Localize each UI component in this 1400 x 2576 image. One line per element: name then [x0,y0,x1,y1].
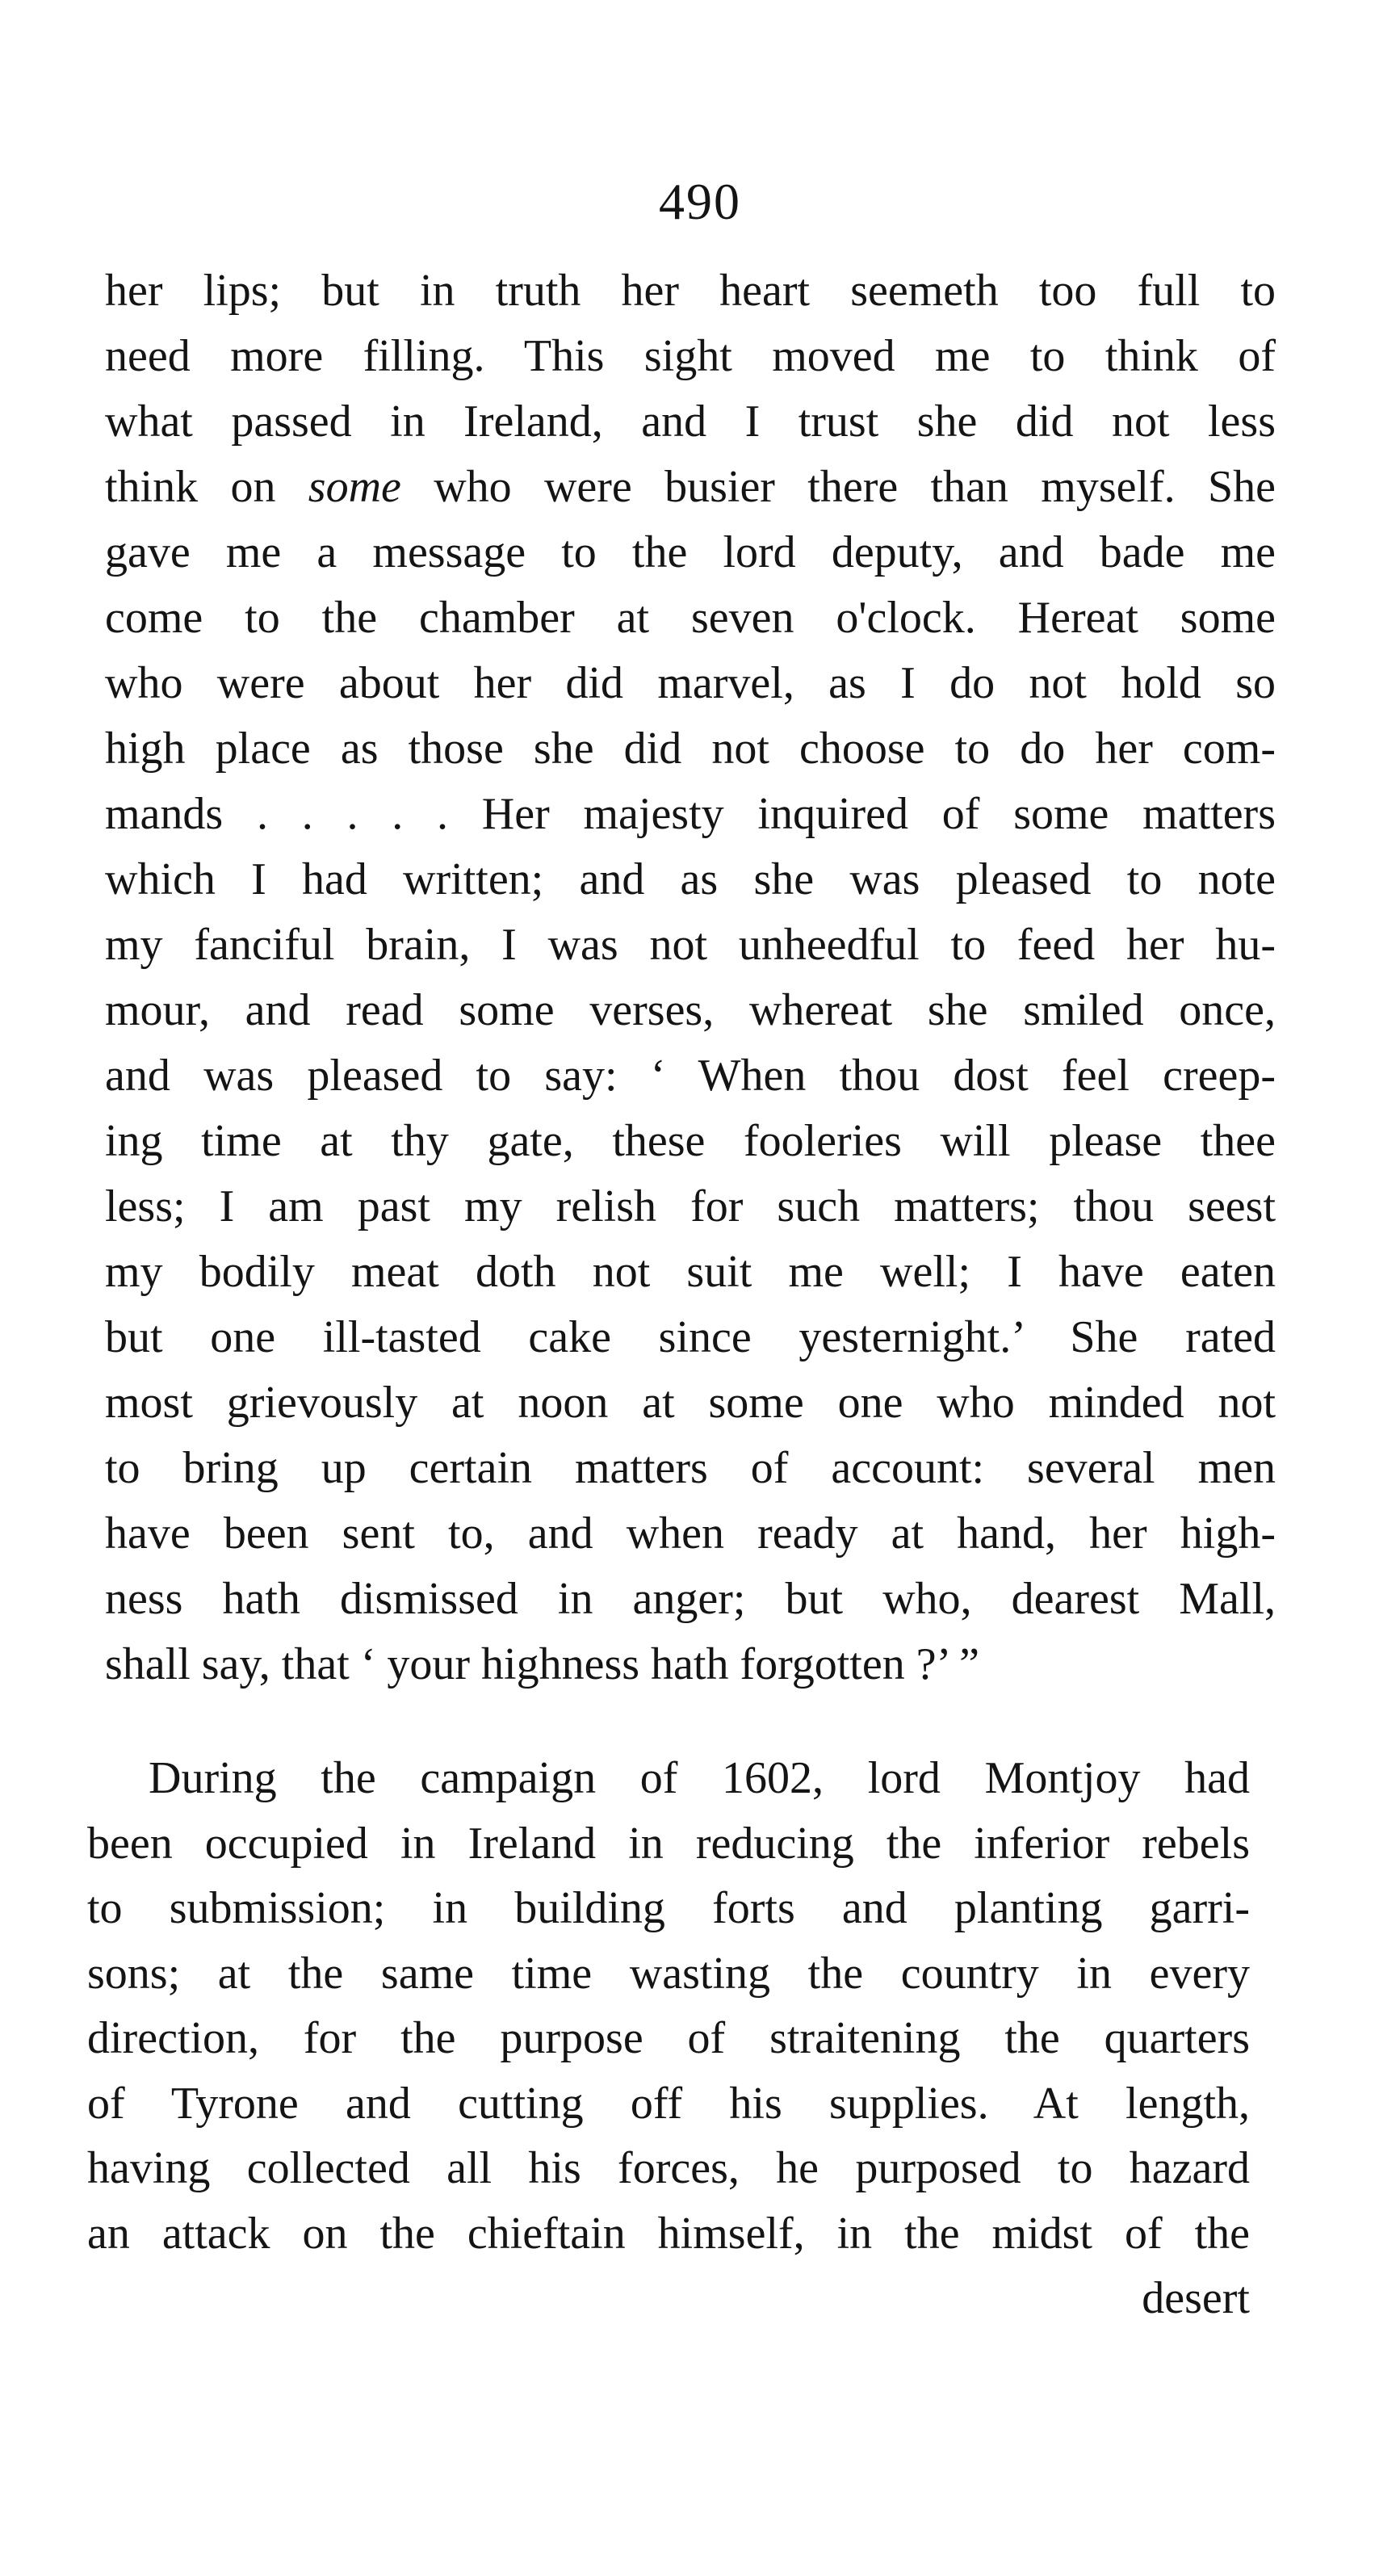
text-line: who were about her did marvel, as I do not hold so [105,658,1276,708]
text-line: high place as those she did not choose to do her com- [105,724,1276,774]
text-line: her lips; but in truth her heart seemeth too full to [105,266,1276,316]
text-line: mands . . . . . Her majesty inquired of some matters [105,789,1276,839]
text-line: what passed in Ireland, and I trust she did not less [105,396,1276,447]
paragraph-narrative [87,1746,1250,2331]
text-line: sons; at the same time wasting the country in every [87,1948,1250,1999]
text-line [105,455,1276,520]
text-line: ness hath dismissed in anger; but who, dearest Mall, [105,1574,1276,1624]
text-line: my fanciful brain, I was not unheedful to feed her hu- [105,920,1276,970]
text-line: most grievously at noon at some one who minded not [105,1378,1276,1428]
page-number: 490 [659,173,741,230]
text-line: been occupied in Ireland in reducing the inferior rebels [87,1818,1250,1869]
text-line: mour, and read some verses, whereat she smiled once, [105,985,1276,1035]
text-line: less; I am past my relish for such matters; thou seest [105,1181,1276,1231]
text-line: to submission; in building forts and planting garri- [87,1883,1250,1933]
text-segment: who were busier there than myself. She [400,462,1276,512]
text-line: have been sent to, and when ready at hand, her high- [105,1508,1276,1559]
paragraph-letter-quote [105,258,1276,1697]
text-line: direction, for the purpose of straitening the quarters [87,2013,1250,2063]
text-line: and was pleased to say: ‘ When thou dost feel creep- [105,1051,1276,1101]
text-line: shall say, that ‘ your highness hath forgotten ?’ ” [105,1639,979,1689]
text-line: need more filling. This sight moved me to think of [105,331,1276,381]
text-line: which I had written; and as she was pleased to note [105,854,1276,904]
text-line: to bring up certain matters of account: several men [105,1443,1276,1493]
catchword: desert [1142,2273,1250,2323]
text-segment: think on [105,462,308,512]
emphasis-text: some [308,462,401,512]
text-line: an attack on the chieftain himself, in the midst of the [87,2208,1250,2259]
text-line: During the campaign of 1602, lord Montjoy had [149,1753,1250,1803]
text-line: having collected all his forces, he purposed to hazard [87,2143,1250,2193]
text-line: but one ill-tasted cake since yesternight.’ She rated [105,1312,1276,1362]
text-line: my bodily meat doth not suit me well; I have eaten [105,1247,1276,1297]
text-line: of Tyrone and cutting off his supplies. At length, [87,2078,1250,2129]
text-line: gave me a message to the lord deputy, and bade me [105,527,1276,577]
text-line: ing time at thy gate, these fooleries will please thee [105,1116,1276,1166]
text-line: come to the chamber at seven o'clock. Hereat some [105,593,1276,643]
